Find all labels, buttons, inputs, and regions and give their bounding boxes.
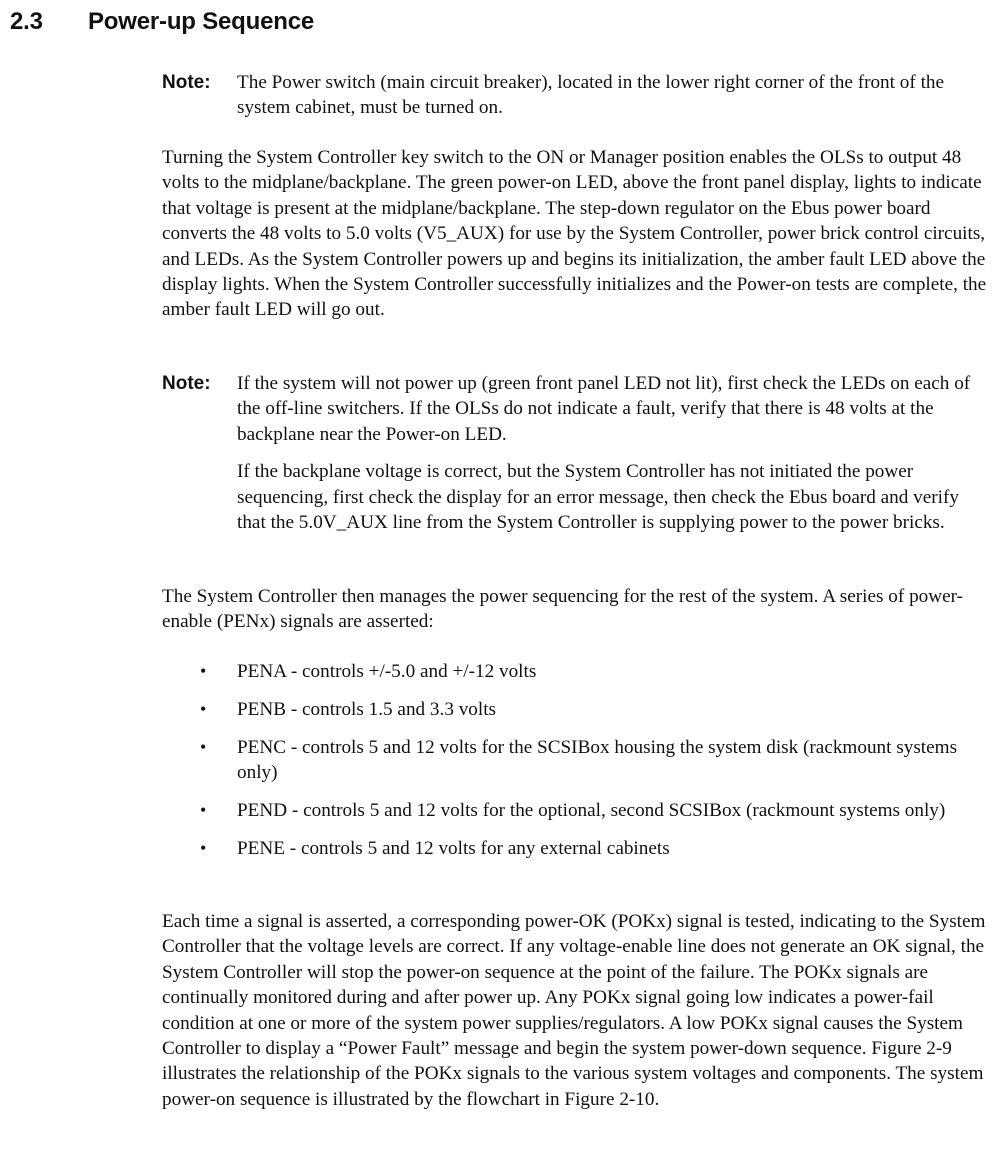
section-title: Power-up Sequence [88,8,314,35]
list-item-text: PENA - controls +/-5.0 and +/-12 volts [237,661,537,682]
note-label: Note: [162,72,211,93]
list-item [162,697,992,722]
list-item [162,836,992,861]
section-number: 2.3 [10,8,43,35]
bullet-icon: • [200,800,207,821]
note-paragraph: If the backplane voltage is correct, but the System Controller has not initiated the power sequencing, first check the display for an error message, then check the Ebus board and verify that the 5.0V_AUX line from the System Controller is supplying power to the power bricks. [237,461,959,534]
list-item [162,659,992,684]
note-troubleshooting [162,371,992,547]
bullet-icon: • [200,698,207,719]
list-item-text: PENC - controls 5 and 12 volts for the SCSIBox housing the system disk (rackmount systems only) [237,736,958,784]
penx-signal-list [162,659,992,874]
paragraph-key-switch: Turning the System Controller key switch to the ON or Manager position enables the OLSs to output 48 volts to the midplane/backplane. The green power-on LED, above the front panel display, lights to indicate that voltage is present at the midplane/backplane. The step-down regulator on the Ebus power board converts the 48 volts to 5.0 volts (V5_AUX) for use by the System Controller, power brick control circuits, and LEDs. As the System Controller powers up and begins its initialization, the amber fault LED above the display lights. When the System Controller successfully initializes and the Power-on tests are complete, the amber fault LED will go out. [162,147,987,321]
list-item-text: PEND - controls 5 and 12 volts for the optional, second SCSIBox (rackmount systems only) [237,800,946,822]
list-item-text: PENB - controls 1.5 and 3.3 volts [237,698,497,720]
note-power-switch [162,70,992,133]
note-paragraph: If the system will not power up (green front panel LED not lit), first check the LEDs on each of the off-line switchers. If the OLSs do not indicate a fault, verify that there is 48 volts at the backplane near the Power-on LED. [237,373,971,445]
bullet-icon: • [200,661,207,681]
paragraph-pokx-signals: Each time a signal is asserted, a corresponding power-OK (POKx) signal is tested, indicating to the System Controller that the voltage levels are correct. If any voltage-enable line does not generate an OK signal, the System Controller will stop the power-on sequence at the point of the failure. The POKx signals are continually monitored during and after power up. Any POKx signal going low indicates a power-fail condition at one or more of the system power supplies/regulators. A low POKx signal causes the System Controller to display a “Power Fault” message and begin the system power-down sequence. Figure 2-9 illustrates the relationship of the POKx signals to the various system voltages and components. The system power-on sequence is illustrated by the flowchart in Figure 2-10. [162,911,986,1110]
note-label: Note: [162,373,211,394]
note-body [237,371,992,535]
note-text: The Power switch (main circuit breaker), located in the lower right corner of the front of the system cabinet, must be turned on. [237,72,945,119]
paragraph-power-sequencing: The System Controller then manages the power sequencing for the rest of the system. A series of power-enable (PENx) signals are asserted: [162,586,964,633]
bullet-icon: • [200,736,207,757]
list-item-text: PENE - controls 5 and 12 volts for any external cabinets [237,838,670,860]
bullet-icon: • [200,838,207,859]
list-item [162,798,992,823]
note-body [237,70,992,121]
list-item [162,735,992,786]
section-heading [10,8,314,36]
